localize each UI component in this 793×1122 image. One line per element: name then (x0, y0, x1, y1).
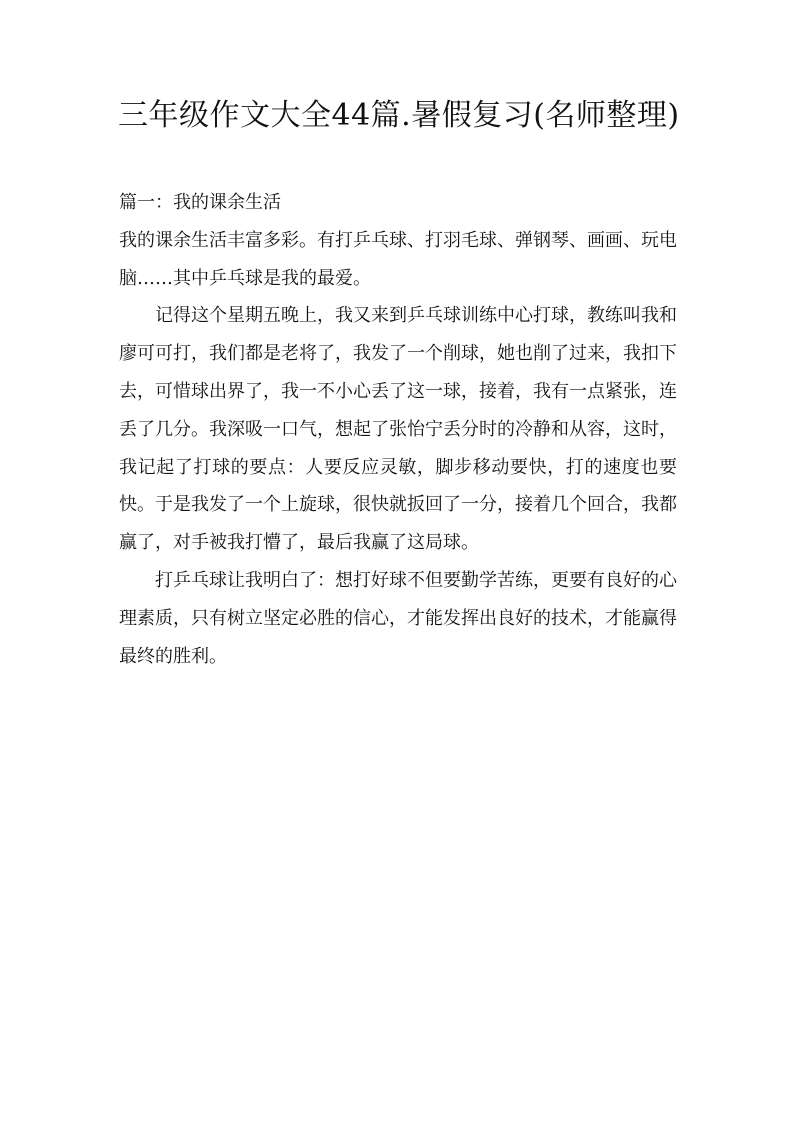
document-body (119, 184, 677, 675)
paragraph-intro: 我的课余生活丰富多彩。有打乒乓球、打羽毛球、弹钢琴、画画、玩电脑……其中乒乓球是我的最爱。 (119, 229, 677, 289)
paragraph-conclusion: 打乒乓球让我明白了：想打好球不但要勤学苦练，更要有良好的心理素质，只有树立坚定必胜的信心，才能发挥出良好的技术，才能赢得最终的胜利。 (119, 569, 677, 667)
document-title: 三年级作文大全44篇.暑假复习(名师整理) (118, 98, 680, 133)
section-heading: 篇一：我的课余生活 (119, 192, 281, 213)
paragraph-story: 记得这个星期五晚上，我又来到乒乓球训练中心打球，教练叫我和廖可可打，我们都是老将了，我发了一个削球，她也削了过来，我扣下去，可惜球出界了，我一不小心丢了这一球，接着，我有一点紧张，连丢了几分。我深吸一口气，想起了张怡宁丢分时的冷静和从容，这时，我记起了打球的要点：人要反应灵敏，脚步移动要快，打的速度也要快。于是我发了一个上旋球，很快就扳回了一分，接着几个回合，我都赢了，对手被我打懵了，最后我赢了这局球。 (119, 305, 677, 554)
